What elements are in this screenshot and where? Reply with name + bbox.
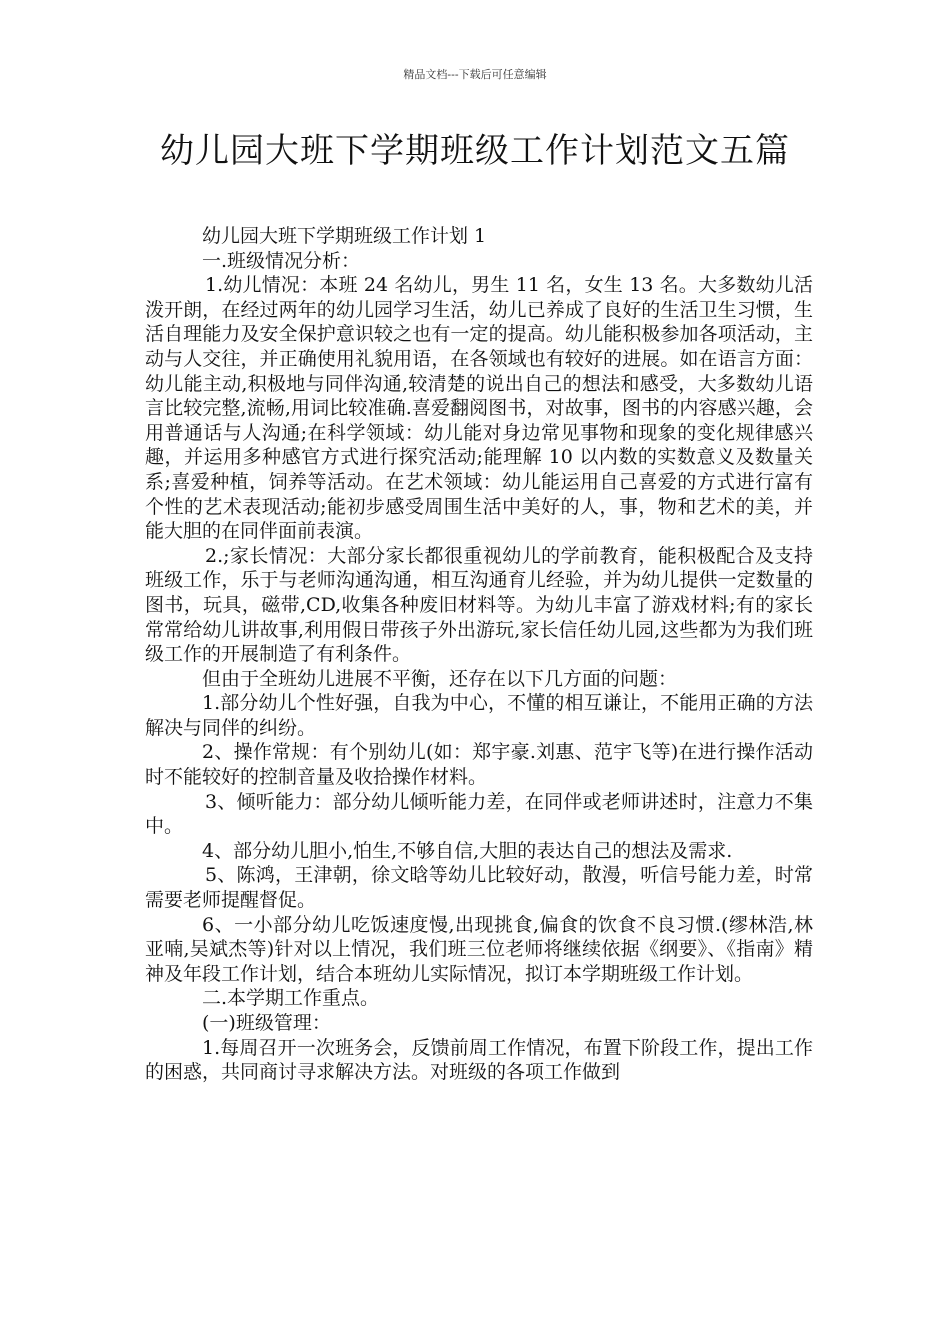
header-note: 精品文档---下载后可任意编辑 bbox=[403, 68, 547, 81]
paragraph: 2.;家长情况：大部分家长都很重视幼儿的学前教育，能积极配合及支持班级工作，乐于与老师沟通沟通，相互沟通育儿经验，并为幼儿提供一定数量的图书，玩具，磁带,CD,收集各种废旧材料等。为幼儿丰富了游戏材料;有的家长常常给幼儿讲故事,利用假日带孩子外出游玩,家长信任幼儿园,这些都为为我们班级工作的开展制造了有利条件。 bbox=[145, 544, 813, 666]
list-item: 1.部分幼儿个性好强，自我为中心，不懂的相互谦让，不能用正确的方法解决与同伴的纠纷。 bbox=[145, 692, 813, 739]
section-heading: 二.本学期工作重点。 bbox=[202, 987, 380, 1010]
list-item: 6、一小部分幼儿吃饭速度慢,出现挑食,偏食的饮食不良习惯.(缪林浩,林亚喃,吴斌杰等)针对以上情况，我们班三位老师将继续依据《纲要》、《指南》精神及年段工作计划，结合本班幼儿实际情况，拟订本学期班级工作计划。 bbox=[145, 913, 813, 985]
section-subtitle: 幼儿园大班下学期班级工作计划 1 bbox=[202, 225, 487, 247]
document-body bbox=[145, 224, 813, 1085]
list-item: 5、陈鸿，王津朝，徐文晗等幼儿比较好动，散漫，听信号能力差，时常需要老师提醒督促。 bbox=[145, 864, 813, 912]
list-item: 2、操作常规：有个别幼儿(如：郑宇豪.刘惠、范宇飞等)在进行操作活动时不能较好的控制音量及收拾操作材料。 bbox=[145, 741, 813, 789]
subsection-heading: (一)班级管理： bbox=[202, 1012, 331, 1034]
document-title: 幼儿园大班下学期班级工作计划范文五篇 bbox=[160, 131, 790, 171]
paragraph: 但由于全班幼儿进展不平衡，还存在以下几方面的问题： bbox=[202, 667, 678, 690]
paragraph: 1.每周召开一次班务会，反馈前周工作情况，布置下阶段工作，提出工作的困惑，共同商讨寻求解决方法。对班级的各项工作做到 bbox=[145, 1036, 813, 1084]
list-item: 4、部分幼儿胆小,怕生,不够自信,大胆的表达自己的想法及需求. bbox=[202, 839, 733, 862]
paragraph: 1.幼儿情况：本班 24 名幼儿，男生 11 名，女生 13 名。大多数幼儿活泼开朗，在经过两年的幼儿园学习生活，幼儿已养成了良好的生活卫生习惯，生活自理能力及安全保护意识较之也有一定的提高。幼儿能积极参加各项活动，主动与人交往，并正确使用礼貌用语，在各领域也有较好的进展。如在语言方面：幼儿能主动,积极地与同伴沟通,较清楚的说出自己的想法和感受，大多数幼儿语言比较完整,流畅,用词比较准确.喜爱翻阅图书，对故事，图书的内容感兴趣，会用普通话与人沟通;在科学领域：幼儿能对身边常见事物和现象的变化规律感兴趣，并运用多种感官方式进行探究活动;能理解 10 以内数的实数意义及数量关系;喜爱种植，饲养等活动。在艺术领域：幼儿能运用自己喜爱的方式进行富有个性的艺术表现活动;能初步感受周围生活中美好的人，事，物和艺术的美，并能大胆的在同伴面前表演。 bbox=[145, 274, 813, 543]
section-heading: 一.班级情况分析： bbox=[202, 249, 361, 272]
list-item: 3、倾听能力：部分幼儿倾听能力差，在同伴或老师讲述时，注意力不集中。 bbox=[145, 790, 813, 838]
